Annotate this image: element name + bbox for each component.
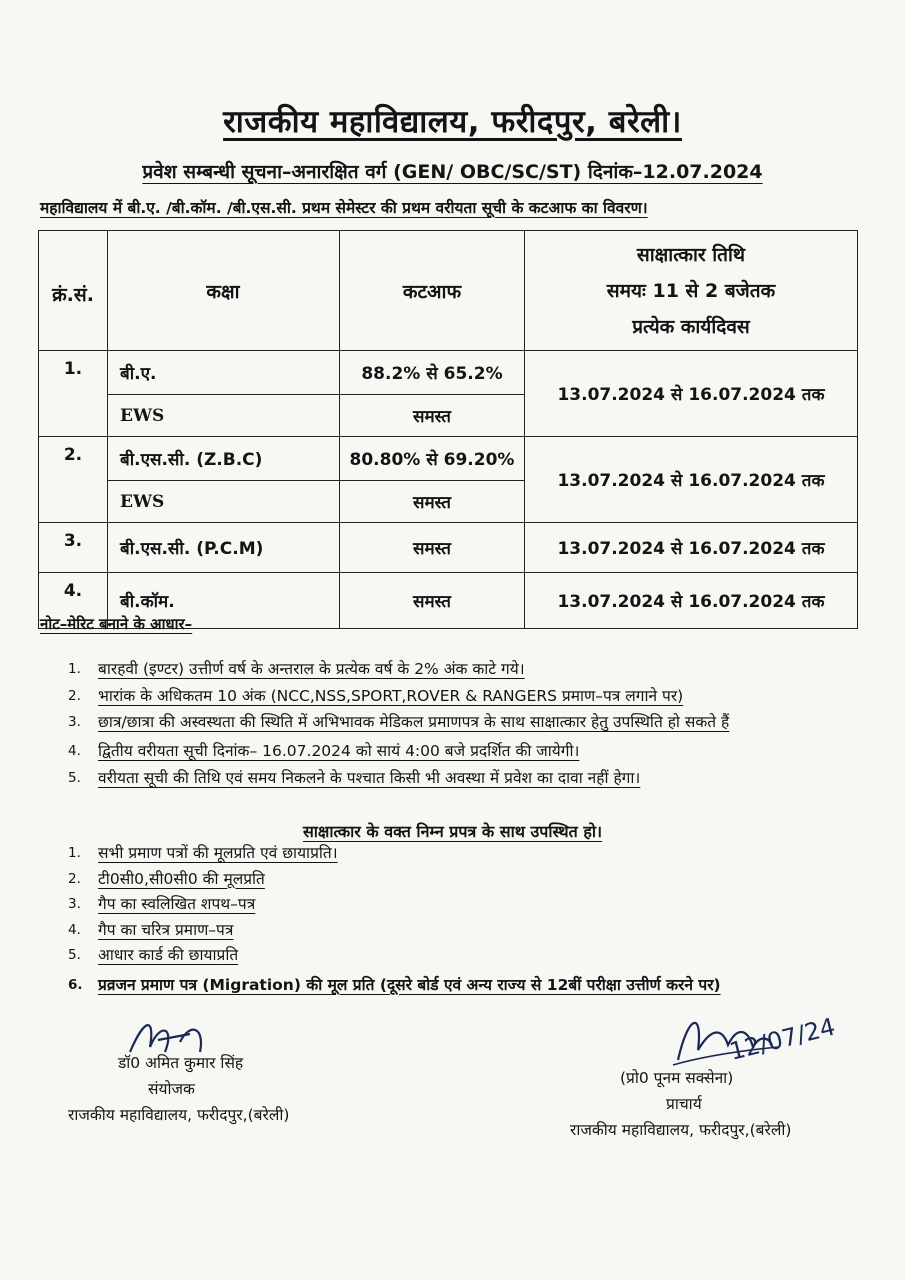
list-item: [68, 893, 868, 915]
list-item-number: 4.: [68, 743, 81, 759]
row-ews-cutoff: समस्त: [340, 481, 525, 523]
row-sn: 3.: [39, 523, 108, 573]
signatory-left-role: संयोजक: [148, 1080, 195, 1098]
list-item-number: 3.: [68, 896, 81, 912]
list-item-text: प्रव्रजन प्रमाण पत्र (Migration) की मूल प्रति (दूसरे बोर्ड एवं अन्य राज्य से 12बीं परीक्षा उत्तीर्ण करने पर): [98, 976, 721, 994]
row-ews: EWS: [108, 481, 340, 523]
list-item: [68, 868, 868, 890]
list-item-text: बारहवी (इण्टर) उत्तीर्ण वर्ष के अन्तराल के प्रत्येक वर्ष के 2% अंक काटे गये।: [98, 660, 525, 678]
list-item-text: वरीयता सूची की तिथि एवं समय निकलने के पश्चात किसी भी अवस्था में प्रवेश का दावा नहीं हेगा।: [98, 769, 641, 787]
row-date: 13.07.2024 से 16.07.2024 तक: [525, 351, 858, 437]
signatory-right: [570, 1065, 870, 1143]
signatory-left: [68, 1050, 368, 1128]
signatory-right-role: प्राचार्य: [666, 1095, 702, 1113]
documents-list: [68, 842, 868, 1000]
row-ews-cutoff: समस्त: [340, 395, 525, 437]
header-interview: [525, 231, 858, 351]
list-item: [68, 919, 868, 941]
list-item: [68, 740, 868, 762]
list-item-number: 6.: [68, 977, 83, 993]
row-date: 13.07.2024 से 16.07.2024 तक: [525, 523, 858, 573]
list-item-text: सभी प्रमाण पत्रों की मूलप्रति एवं छायाप्रति।: [98, 844, 338, 862]
list-item-number: 5.: [68, 947, 81, 963]
list-item: [68, 944, 868, 966]
row-sn: 4.: [39, 573, 108, 629]
header-cutoff: कटआफ: [340, 231, 525, 351]
list-item-text: आधार कार्ड की छायाप्रति: [98, 946, 239, 964]
list-item-number: 1.: [68, 845, 81, 861]
list-item-text: टी0सी0,सी0सी0 की मूलप्रति: [98, 869, 265, 888]
notes-list: [68, 658, 868, 794]
row-class: बी.कॉम.: [108, 573, 340, 629]
list-item: [68, 974, 868, 996]
table-row: [39, 437, 858, 481]
list-item: [68, 685, 868, 707]
table-row: [39, 351, 858, 395]
row-sn: 2.: [39, 437, 108, 523]
signatory-left-name: डॉ0 अमित कुमार सिंह: [118, 1054, 244, 1072]
list-item-number: 5.: [68, 770, 81, 786]
table-row: [39, 523, 858, 573]
list-item: [68, 842, 868, 864]
row-cutoff: 80.80% से 69.20%: [340, 437, 525, 481]
row-date: 13.07.2024 से 16.07.2024 तक: [525, 573, 858, 629]
list-item-text: छात्र/छात्रा की अस्वस्थता की स्थिति में अभिभावक मेडिकल प्रमाणपत्र के साथ साक्षात्कार हेतु उपस्थिति हो सकते हैं: [98, 713, 730, 731]
row-class: बी.एस.सी. (Z.B.C): [108, 437, 340, 481]
page-subtitle: प्रवेश सम्बन्धी सूचना–अनारक्षित वर्ग (GEN/ OBC/SC/ST) दिनांक–12.07.2024: [142, 161, 763, 183]
row-cutoff: समस्त: [340, 573, 525, 629]
row-class: बी.एस.सी. (P.C.M): [108, 523, 340, 573]
page-title: राजकीय महाविद्यालय, फरीदपुर, बरेली।: [223, 104, 682, 140]
row-ews: EWS: [108, 395, 340, 437]
header-sn: क्रं.सं.: [39, 231, 108, 351]
list-item-number: 2.: [68, 688, 81, 704]
cutoff-table: [38, 230, 858, 629]
header-interview-line3: प्रत्येक कार्यदिवस: [632, 315, 750, 338]
list-item-text: गैप का स्वलिखित शपथ–पत्र: [98, 895, 256, 913]
signatory-right-name: (प्रो0 पूनम सक्सेना): [620, 1069, 734, 1087]
list-item: [68, 658, 868, 680]
signatory-right-org: राजकीय महाविद्यालय, फरीदपुर,(बरेली): [570, 1121, 792, 1139]
list-item-number: 2.: [68, 870, 81, 887]
list-item: [68, 767, 868, 789]
list-item-text: गैप का चरित्र प्रमाण–पत्र: [98, 920, 234, 939]
signatory-left-org: राजकीय महाविद्यालय, फरीदपुर,(बरेली): [68, 1106, 290, 1124]
row-date: 13.07.2024 से 16.07.2024 तक: [525, 437, 858, 523]
signature-right-date: 12/07/24: [726, 1012, 838, 1066]
list-item-number: 3.: [68, 714, 81, 730]
header-interview-line1: साक्षात्कार तिथि: [636, 243, 746, 266]
row-cutoff: 88.2% से 65.2%: [340, 351, 525, 395]
list-item: [68, 712, 868, 732]
row-class: बी.ए.: [108, 351, 340, 395]
row-cutoff: समस्त: [340, 523, 525, 573]
list-item-number: 4.: [68, 921, 81, 938]
notes-title: नोट–मेरिट बनाने के आधार–: [40, 615, 193, 633]
list-item-number: 1.: [68, 661, 81, 677]
header-interview-line2: समयः 11 से 2 बजेतक: [606, 279, 776, 302]
list-item-text: भारांक के अधिकतम 10 अंक (NCC,NSS,SPORT,ROVER & RANGERS प्रमाण–पत्र लगाने पर): [98, 687, 684, 705]
row-sn: 1.: [39, 351, 108, 437]
header-class: कक्षा: [108, 231, 340, 351]
documents-title: साक्षात्कार के वक्त निम्न प्रपत्र के साथ उपस्थित हो।: [302, 822, 603, 841]
intro-text: महाविद्यालय में बी.ए. /बी.कॉम. /बी.एस.सी. प्रथम सेमेस्टर की प्रथम वरीयता सूची के कटआफ का विवरण।: [40, 199, 648, 217]
list-item-text: द्वितीय वरीयता सूची दिनांक– 16.07.2024 को सायं 4:00 बजे प्रदर्शित की जायेगी।: [98, 742, 580, 760]
table-header-row: [39, 231, 858, 351]
